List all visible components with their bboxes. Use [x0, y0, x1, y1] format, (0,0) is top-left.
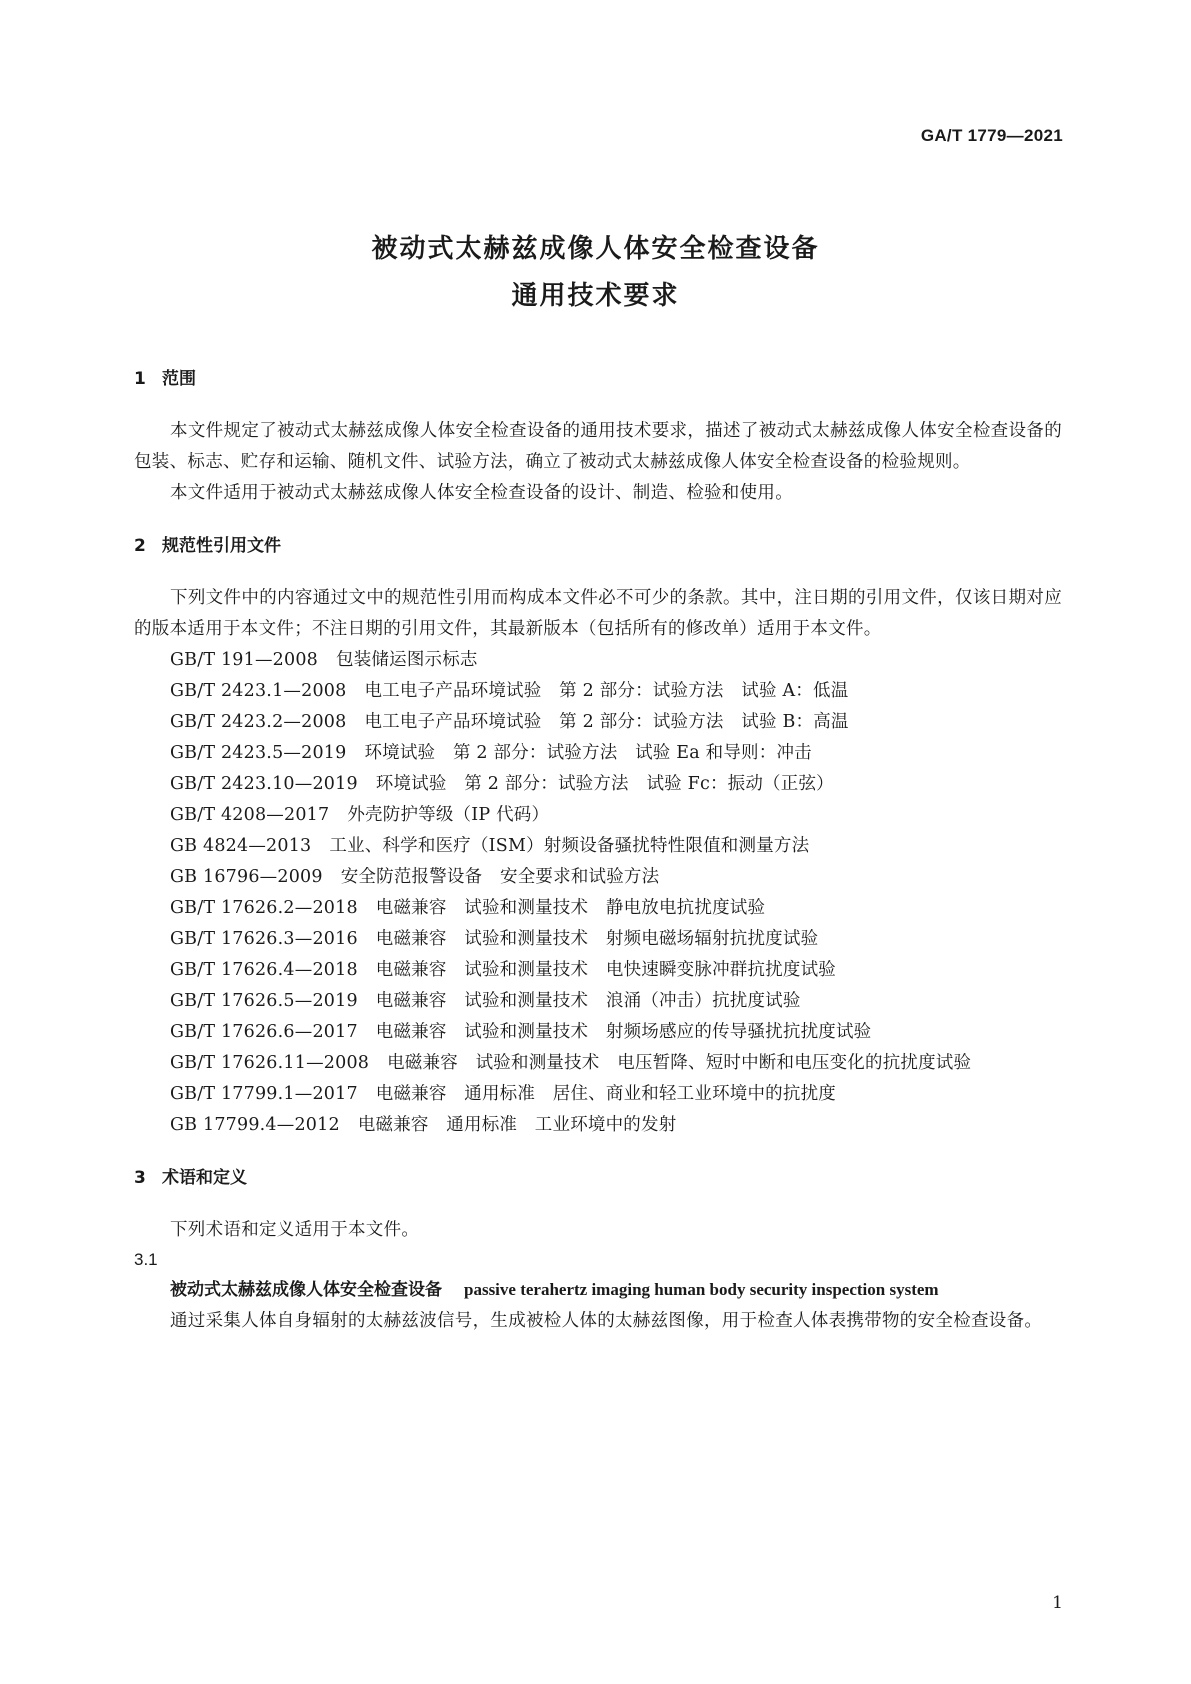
- reference-title: 环境试验 第 2 部分：试验方法 试验 Fc：振动（正弦）: [375, 774, 834, 794]
- reference-item: [134, 1079, 1062, 1110]
- term-entry: [134, 1274, 1062, 1306]
- reference-code: GB/T 17626.3—2016: [170, 929, 358, 949]
- reference-code: GB/T 2423.5—2019: [170, 743, 347, 763]
- reference-item: [134, 862, 1062, 893]
- reference-item: [134, 1048, 1062, 1079]
- reference-title: 电磁兼容 试验和测量技术 电快速瞬变脉冲群抗扰度试验: [375, 960, 836, 980]
- reference-item: [134, 955, 1062, 986]
- reference-item: [134, 645, 1062, 676]
- terms-intro: 下列术语和定义适用于本文件。: [170, 1220, 420, 1240]
- reference-code: GB/T 17799.1—2017: [170, 1084, 358, 1104]
- page-number: 1: [1052, 1593, 1063, 1613]
- reference-code: GB/T 17626.6—2017: [170, 1022, 358, 1042]
- scope-paragraph: 本文件规定了被动式太赫兹成像人体安全检查设备的通用技术要求，描述了被动式太赫兹成像人体安全检查设备的包装、标志、贮存和运输、随机文件、试验方法，确立了被动式太赫兹成像人体安全检查设备的检验规则。: [134, 421, 1062, 472]
- reference-title: 电工电子产品环境试验 第 2 部分：试验方法 试验 A：低温: [364, 681, 849, 701]
- term-definition: 通过采集人体自身辐射的太赫兹波信号，生成被检人体的太赫兹图像，用于检查人体表携带物的安全检查设备。: [170, 1311, 1043, 1331]
- section-heading-normative-references: [134, 535, 1062, 557]
- reference-code: GB/T 2423.1—2008: [170, 681, 347, 701]
- reference-title: 工业、科学和医疗（ISM）射频设备骚扰特性限值和测量方法: [329, 836, 810, 856]
- section-title: 范围: [162, 369, 196, 389]
- section-title: 规范性引用文件: [162, 536, 281, 556]
- term-english: passive terahertz imaging human body security inspection system: [464, 1280, 939, 1299]
- section-number: 2: [134, 536, 146, 556]
- section-heading-terms: [134, 1167, 1062, 1189]
- section-heading-scope: [134, 368, 1062, 390]
- term-chinese: 被动式太赫兹成像人体安全检查设备: [170, 1280, 442, 1300]
- reference-item: [134, 707, 1062, 738]
- reference-title: 电磁兼容 试验和测量技术 射频场感应的传导骚扰抗扰度试验: [375, 1022, 872, 1042]
- document-body: [134, 368, 1062, 1337]
- section-title: 术语和定义: [162, 1168, 247, 1188]
- reference-item: [134, 769, 1062, 800]
- reference-code: GB/T 17626.2—2018: [170, 898, 358, 918]
- reference-title: 外壳防护等级（IP 代码）: [347, 805, 550, 825]
- document-title-line2: 通用技术要求: [511, 281, 680, 311]
- reference-item: [134, 1017, 1062, 1048]
- references-intro: 下列文件中的内容通过文中的规范性引用而构成本文件必不可少的条款。其中，注日期的引用文件，仅该日期对应的版本适用于本文件；不注日期的引用文件，其最新版本（包括所有的修改单）适用于本文件。: [134, 588, 1062, 639]
- reference-title: 电磁兼容 试验和测量技术 浪涌（冲击）抗扰度试验: [375, 991, 801, 1011]
- reference-code: GB 4824—2013: [170, 836, 312, 856]
- reference-item: [134, 893, 1062, 924]
- reference-title: 电工电子产品环境试验 第 2 部分：试验方法 试验 B：高温: [364, 712, 849, 732]
- reference-item: [134, 831, 1062, 862]
- reference-title: 电磁兼容 试验和测量技术 电压暂降、短时中断和电压变化的抗扰度试验: [387, 1053, 972, 1073]
- section-number: 3: [134, 1168, 146, 1188]
- reference-title: 电磁兼容 试验和测量技术 射频电磁场辐射抗扰度试验: [375, 929, 819, 949]
- reference-code: GB/T 17626.5—2019: [170, 991, 358, 1011]
- document-title-line1: 被动式太赫兹成像人体安全检查设备: [371, 234, 820, 264]
- document-code: GA/T 1779—2021: [920, 126, 1063, 145]
- reference-code: GB/T 17626.4—2018: [170, 960, 358, 980]
- reference-item: [134, 1110, 1062, 1141]
- reference-title: 电磁兼容 通用标准 居住、商业和轻工业环境中的抗扰度: [375, 1084, 836, 1104]
- reference-item: [134, 738, 1062, 769]
- reference-title: 环境试验 第 2 部分：试验方法 试验 Ea 和导则：冲击: [364, 743, 812, 763]
- reference-title: 电磁兼容 通用标准 工业环境中的发射: [357, 1115, 677, 1135]
- reference-code: GB/T 2423.2—2008: [170, 712, 347, 732]
- reference-item: [134, 676, 1062, 707]
- section-number: 1: [134, 369, 146, 389]
- reference-code: GB/T 2423.10—2019: [170, 774, 358, 794]
- reference-title: 包装储运图示标志: [336, 650, 478, 670]
- reference-code: GB 16796—2009: [170, 867, 323, 887]
- reference-title: 安全防范报警设备 安全要求和试验方法: [340, 867, 660, 887]
- reference-code: GB/T 191—2008: [170, 650, 319, 670]
- reference-title: 电磁兼容 试验和测量技术 静电放电抗扰度试验: [375, 898, 766, 918]
- reference-code: GB/T 17626.11—2008: [170, 1053, 370, 1073]
- scope-paragraph: 本文件适用于被动式太赫兹成像人体安全检查设备的设计、制造、检验和使用。: [170, 483, 793, 503]
- reference-code: GB 17799.4—2012: [170, 1115, 340, 1135]
- reference-item: [134, 800, 1062, 831]
- reference-item: [134, 986, 1062, 1017]
- reference-code: GB/T 4208—2017: [170, 805, 330, 825]
- term-number: 3.1: [134, 1250, 158, 1269]
- reference-item: [134, 924, 1062, 955]
